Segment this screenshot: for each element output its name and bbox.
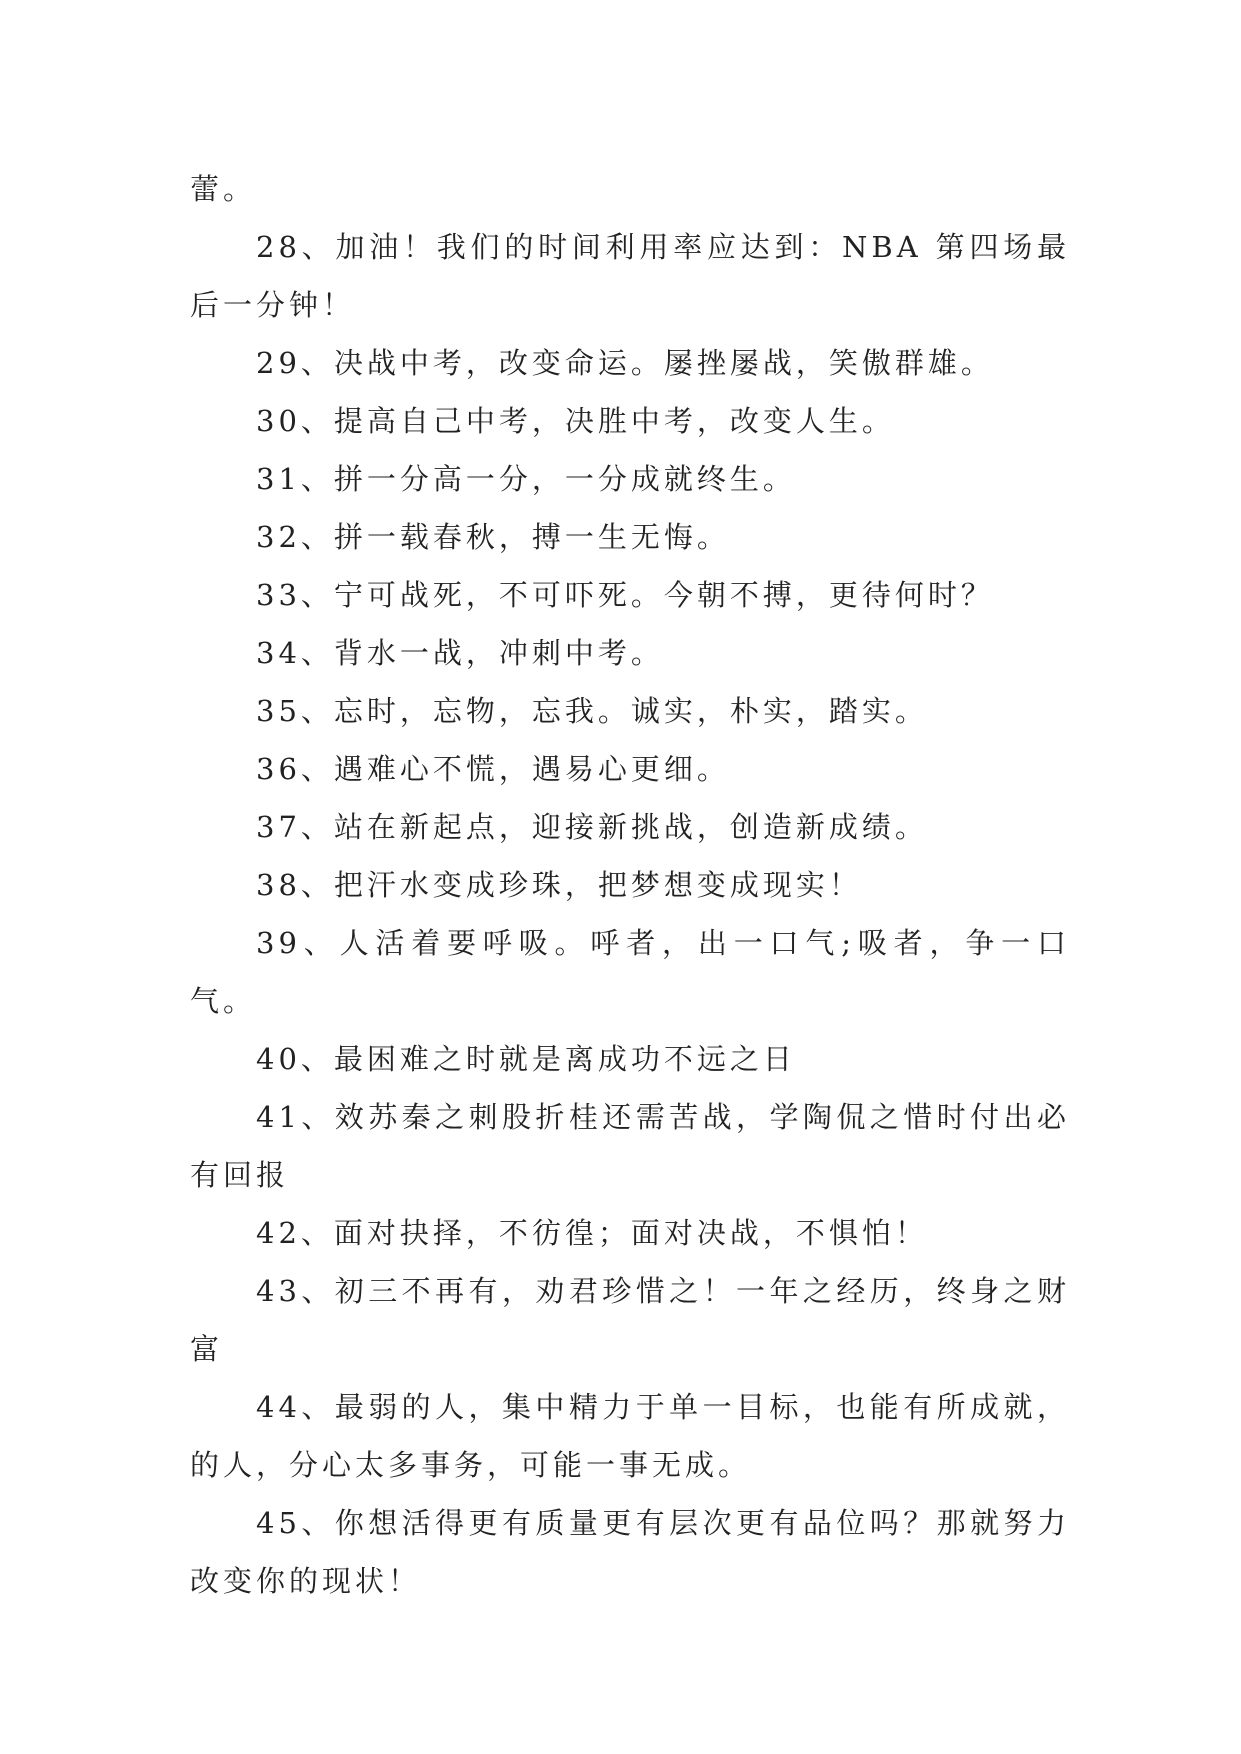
paragraph-35: 35、忘时，忘物，忘我。诚实，朴实，踏实。 xyxy=(256,694,928,728)
paragraph-29: 29、决战中考，改变命运。屡挫屡战，笑傲群雄。 xyxy=(256,346,994,380)
paragraph-38: 38、把汗水变成珍珠，把梦想变成现实！ xyxy=(256,868,862,902)
paragraph-33: 33、宁可战死，不可吓死。今朝不搏，更待何时？ xyxy=(256,578,994,612)
paragraph-28: 28、加油！我们的时间利用率应达到：NBA 第四场最后一分钟！ xyxy=(190,230,1070,322)
document-body xyxy=(190,160,1070,1610)
paragraph-continuation: 蕾。 xyxy=(190,172,257,206)
paragraph-41: 41、效苏秦之刺股折桂还需苦战，学陶侃之惜时付出必有回报 xyxy=(190,1100,1070,1192)
paragraph-30: 30、提高自己中考，决胜中考，改变人生。 xyxy=(256,404,895,438)
paragraph-39: 39、人活着要呼吸。呼者，出一口气;吸者，争一口气。 xyxy=(190,926,1070,1018)
paragraph-31: 31、拼一分高一分，一分成就终生。 xyxy=(256,462,796,496)
paragraph-40: 40、最困难之时就是离成功不远之日 xyxy=(256,1042,796,1076)
paragraph-45: 45、你想活得更有质量更有层次更有品位吗？那就努力改变你的现状！ xyxy=(190,1506,1070,1598)
paragraph-42: 42、面对抉择，不彷徨；面对决战，不惧怕！ xyxy=(256,1216,928,1250)
paragraph-43: 43、初三不再有，劝君珍惜之！一年之经历，终身之财富 xyxy=(190,1274,1070,1366)
paragraph-32: 32、拼一载春秋，搏一生无悔。 xyxy=(256,520,730,554)
paragraph-44: 44、最弱的人，集中精力于单一目标，也能有所成就，的人，分心太多事务，可能一事无成。 xyxy=(190,1390,1070,1482)
paragraph-34: 34、背水一战，冲刺中考。 xyxy=(256,636,664,670)
paragraph-37: 37、站在新起点，迎接新挑战，创造新成绩。 xyxy=(256,810,928,844)
paragraph-36: 36、遇难心不慌，遇易心更细。 xyxy=(256,752,730,786)
